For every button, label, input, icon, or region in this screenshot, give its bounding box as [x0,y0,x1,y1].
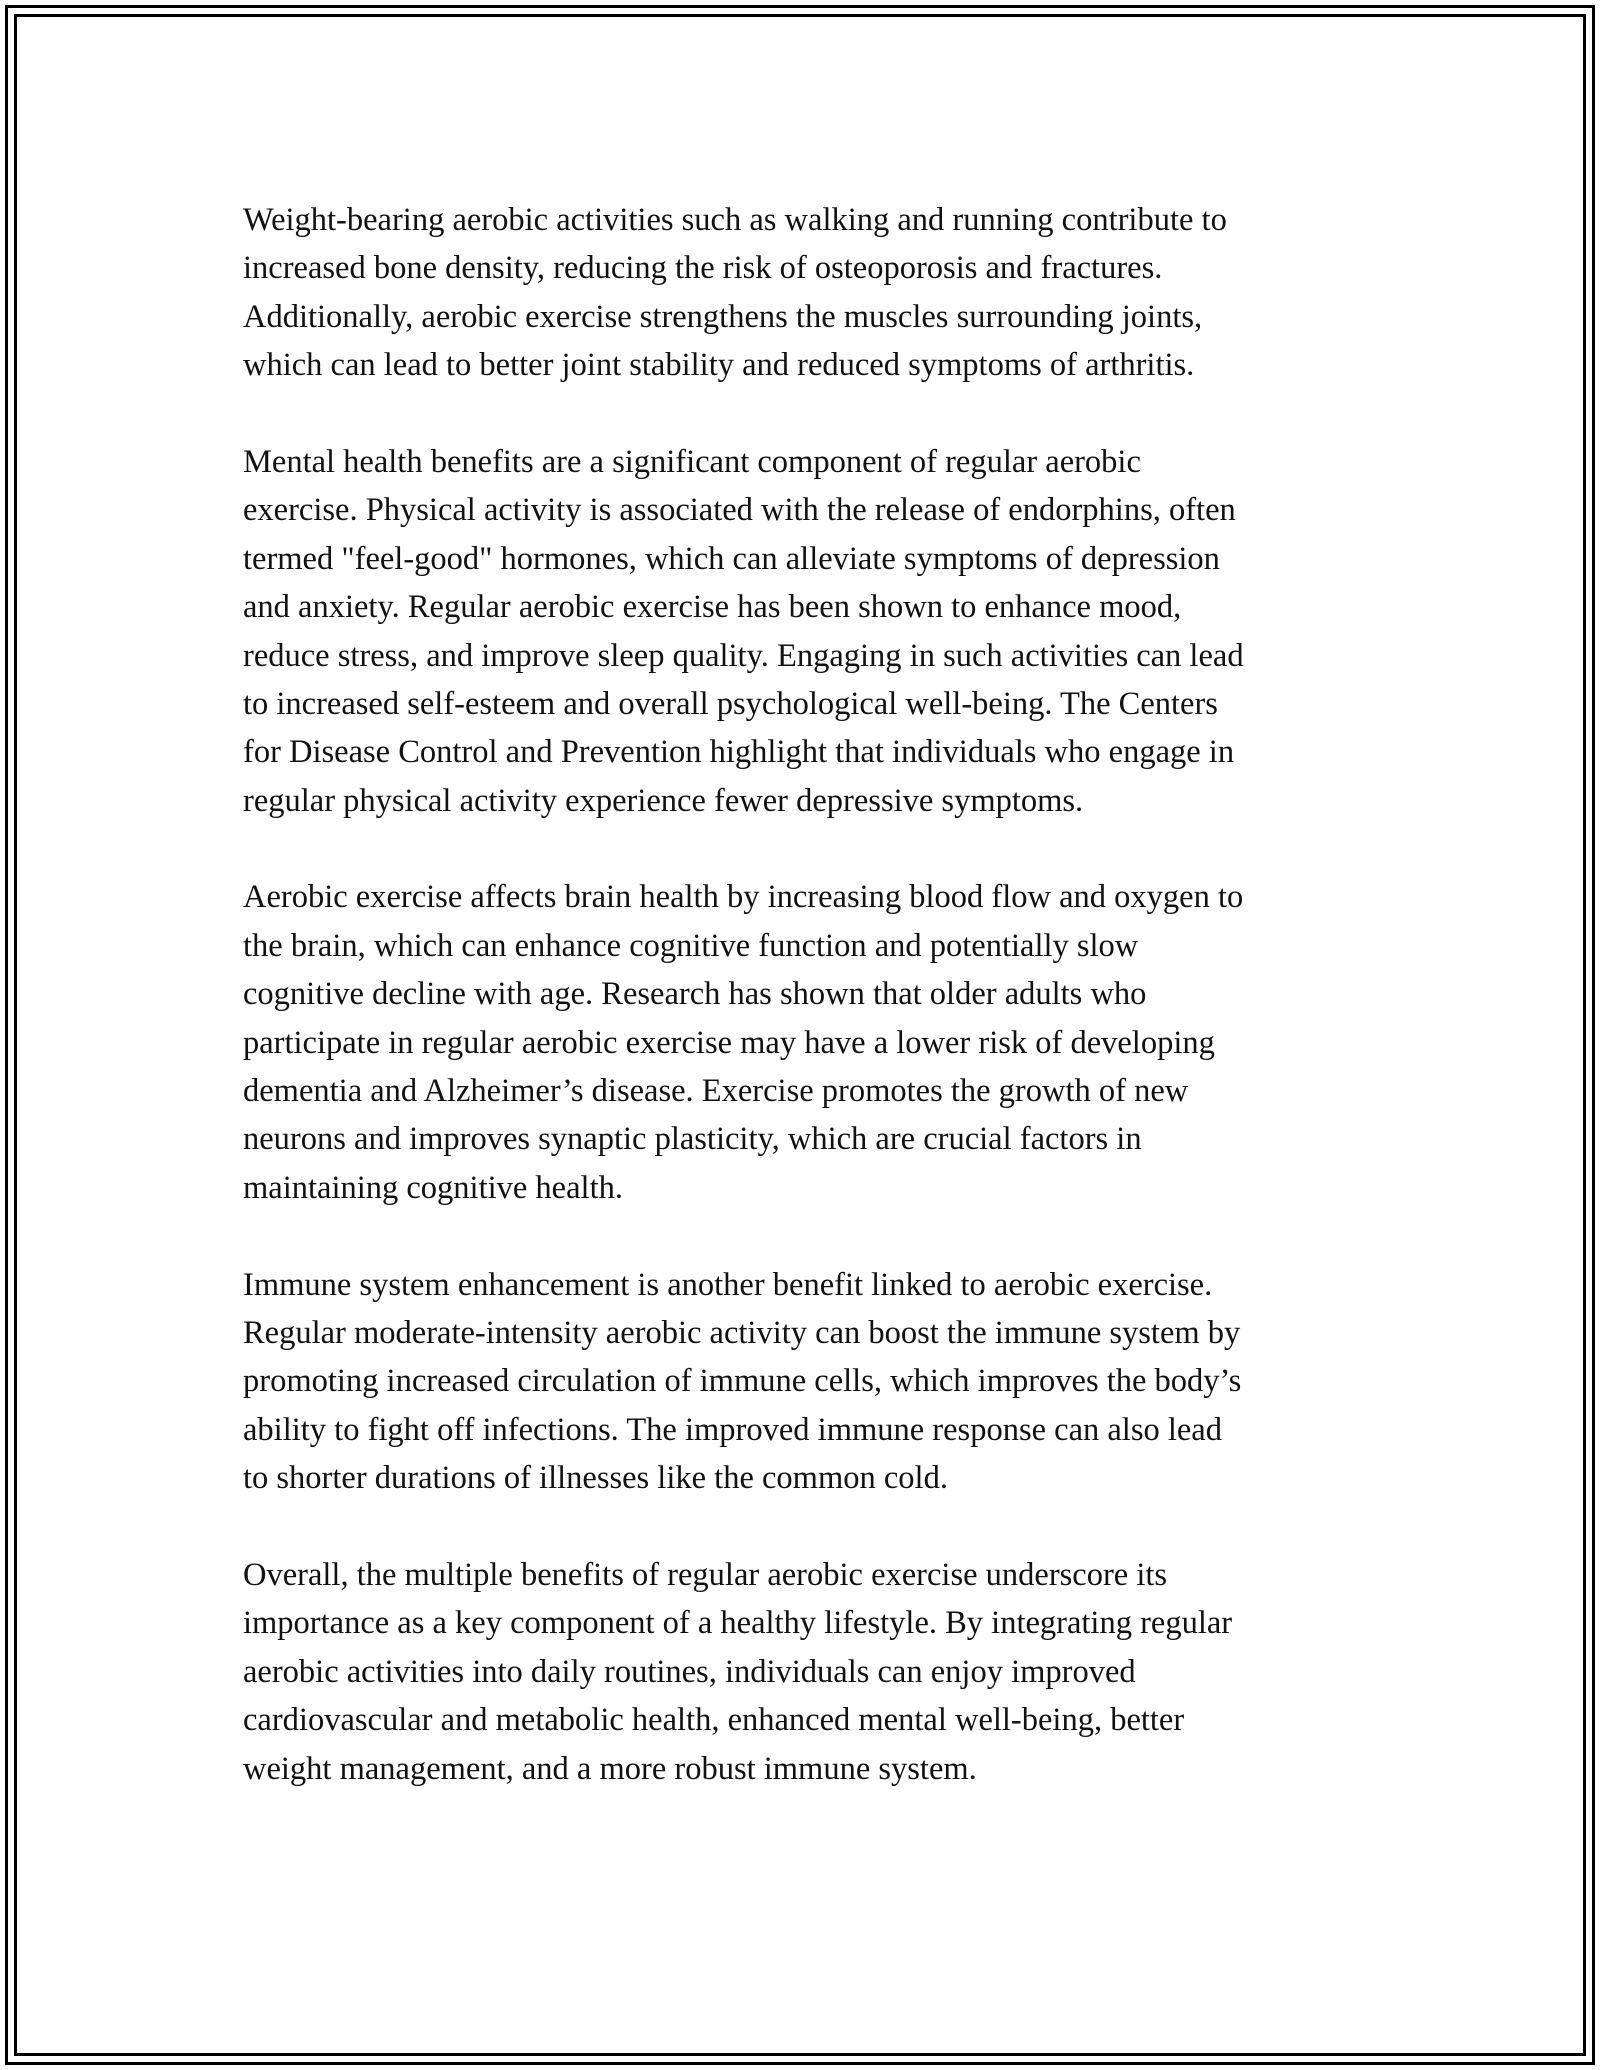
paragraph-brain-health [243,873,1393,1212]
text-line: Overall, the multiple benefits of regular aerobic exercise underscore its [243,1556,1168,1593]
text-line: Regular moderate-intensity aerobic activity can boost the immune system by [243,1314,1241,1351]
paragraph-bone-health [243,196,1393,390]
text-line: Additionally, aerobic exercise strengthens the muscles surrounding joints, [243,298,1203,335]
page-border [5,5,1595,2065]
paragraph-immune-system [243,1261,1393,1503]
text-line: maintaining cognitive health. [243,1169,623,1206]
text-line: increased bone density, reducing the risk of osteoporosis and fractures. [243,250,1163,287]
text-line: cardiovascular and metabolic health, enhanced mental well-being, better [243,1702,1185,1739]
text-line: cognitive decline with age. Research has shown that older adults who [243,976,1147,1013]
text-line: Immune system enhancement is another benefit linked to aerobic exercise. [243,1266,1213,1303]
text-line: exercise. Physical activity is associated with the release of endorphins, often [243,492,1236,529]
text-line: importance as a key component of a healthy lifestyle. By integrating regular [243,1605,1233,1642]
text-line: termed "feel-good" hormones, which can alleviate symptoms of depression [243,540,1220,577]
text-line: Mental health benefits are a significant component of regular aerobic [243,443,1141,480]
text-line: to shorter durations of illnesses like the common cold. [243,1460,948,1497]
text-line: aerobic activities into daily routines, individuals can enjoy improved [243,1653,1136,1690]
text-line: for Disease Control and Prevention highlight that individuals who engage in [243,734,1235,771]
text-line: which can lead to better joint stability and reduced symptoms of arthritis. [243,347,1195,384]
text-line: and anxiety. Regular aerobic exercise has been shown to enhance mood, [243,589,1182,626]
text-line: weight management, and a more robust immune system. [243,1750,977,1787]
paragraph-conclusion [243,1551,1393,1793]
document-body [243,196,1393,1841]
text-line: reduce stress, and improve sleep quality. Engaging in such activities can lead [243,637,1244,674]
text-line: regular physical activity experience fewer depressive symptoms. [243,782,1084,819]
text-line: dementia and Alzheimer’s disease. Exercise promotes the growth of new [243,1073,1189,1110]
text-line: Weight-bearing aerobic activities such as walking and running contribute to [243,202,1227,238]
text-line: the brain, which can enhance cognitive function and potentially slow [243,927,1139,964]
text-line: promoting increased circulation of immune cells, which improves the body’s [243,1363,1242,1400]
text-line: Aerobic exercise affects brain health by increasing blood flow and oxygen to [243,879,1244,916]
text-line: ability to fight off infections. The improved immune response can also lead [243,1411,1222,1448]
text-line: participate in regular aerobic exercise may have a lower risk of developing [243,1024,1215,1061]
paragraph-mental-health [243,438,1393,825]
text-line: neurons and improves synaptic plasticity, which are crucial factors in [243,1121,1142,1158]
text-line: to increased self-esteem and overall psychological well-being. The Centers [243,685,1218,722]
